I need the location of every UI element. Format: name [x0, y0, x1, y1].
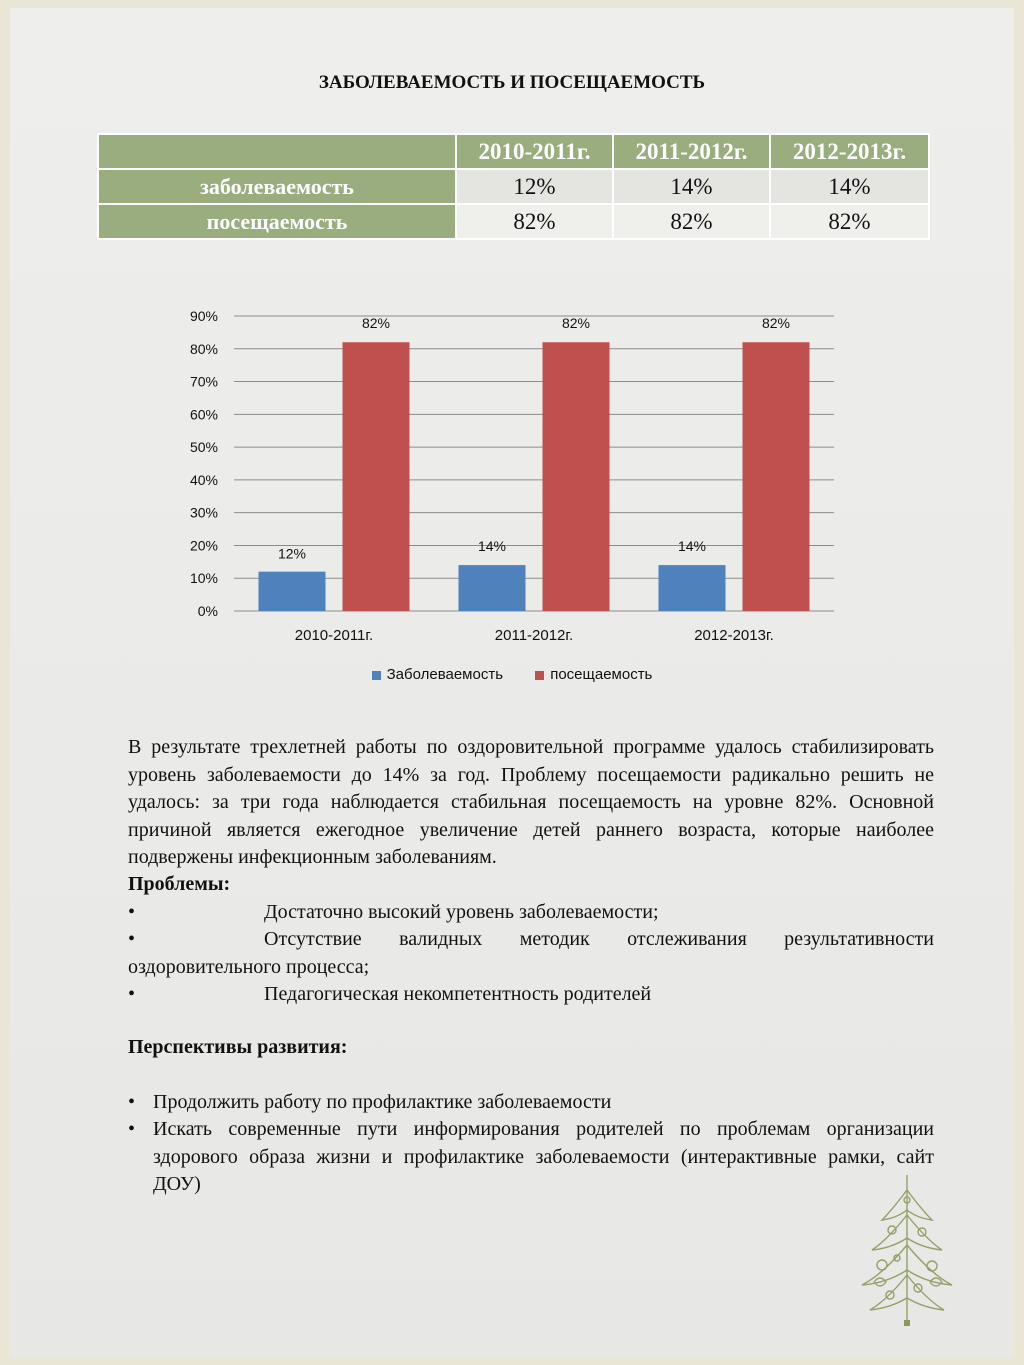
legend-label: посещаемость — [550, 666, 653, 683]
x-tick-label: 2010-2011г. — [294, 627, 374, 644]
list-item-text: Педагогическая некомпетентность родителей — [264, 983, 652, 1005]
bullet: • — [128, 928, 136, 950]
bar — [743, 342, 810, 611]
list-item — [128, 1116, 934, 1199]
legend-swatch — [535, 671, 544, 680]
data-label: 82% — [361, 315, 391, 332]
x-tick-label: 2012-2013г. — [694, 627, 774, 644]
chart-legend — [0, 666, 1024, 683]
list-item-text: Достаточно высокий уровень заболеваемости; — [264, 900, 659, 923]
bullet: • — [128, 900, 136, 923]
y-tick-label: 80% — [189, 340, 218, 357]
prospects-section — [128, 1034, 934, 1199]
table-cell: 14% — [770, 169, 929, 204]
summary-paragraph: В результате трехлетней работы по оздоровительной программе удалось стабилизировать уровень заболеваемости до 14% за год. Проблему посещаемости радикально решить не удалось: за три года наблюдается стабильная посещаемость на уровне 82%. Основной причиной является ежегодное увеличение детей раннего возраста, которые наиболее подвержены инфекционным заболеваниям. — [128, 736, 934, 868]
legend-item — [535, 666, 652, 683]
data-label: 82% — [561, 315, 591, 332]
table-header-cell — [98, 134, 456, 169]
legend-item — [372, 666, 503, 683]
bar-chart — [170, 300, 860, 650]
ornamental-tree-icon — [852, 1170, 962, 1330]
list-item-text: Искать современные пути информирования родителей по проблемам организации здорового образа жизни и профилактике заболеваемости (интерактивные рамки, сайт ДОУ) — [153, 1118, 934, 1195]
table-header-row — [98, 134, 929, 169]
bar — [459, 565, 526, 611]
page-title: ЗАБОЛЕВАЕМОСТЬ И ПОСЕЩАЕМОСТЬ — [318, 72, 706, 93]
y-tick-label: 0% — [197, 603, 218, 619]
bullet: • — [128, 1118, 136, 1140]
list-item — [128, 926, 934, 954]
data-label: 14% — [477, 538, 507, 555]
y-tick-label: 90% — [189, 308, 218, 324]
table-cell: 82% — [613, 204, 770, 239]
list-item — [128, 981, 934, 1009]
bullet: • — [128, 983, 136, 1005]
table-header-cell: 2011-2012г. — [613, 134, 770, 169]
table-row — [98, 169, 929, 204]
row-label: заболеваемость — [98, 169, 456, 204]
list-item — [128, 1089, 934, 1117]
table-cell: 82% — [456, 204, 613, 239]
list-item — [128, 899, 934, 927]
data-label: 82% — [761, 315, 791, 332]
y-tick-label: 20% — [189, 537, 218, 554]
y-tick-label: 30% — [189, 504, 218, 521]
table-cell: 82% — [770, 204, 929, 239]
list-item-text: Отсутствие валидных методик отслеживания результативности — [264, 928, 934, 950]
table-cell: 12% — [456, 169, 613, 204]
bullet: • — [128, 1090, 136, 1113]
x-tick-label: 2011-2012г. — [494, 627, 574, 644]
y-tick-label: 60% — [189, 406, 218, 423]
prospects-heading: Перспективы развития: — [128, 1036, 348, 1058]
table-cell: 14% — [613, 169, 770, 204]
legend-swatch — [372, 671, 381, 680]
table-row — [98, 204, 929, 239]
problems-section — [128, 871, 934, 1009]
bar — [659, 565, 726, 611]
legend-label: Заболеваемость — [386, 666, 504, 683]
bar — [343, 342, 410, 611]
y-tick-label: 70% — [189, 373, 218, 390]
list-item-text: Продолжить работу по профилактике заболеваемости — [153, 1090, 612, 1113]
stats-table — [97, 133, 930, 240]
row-label: посещаемость — [98, 204, 456, 239]
y-tick-label: 40% — [189, 471, 218, 488]
problems-heading: Проблемы: — [128, 873, 231, 895]
data-label: 14% — [677, 538, 707, 555]
list-item-continuation: оздоровительного процесса; — [128, 955, 370, 978]
y-tick-label: 50% — [189, 439, 218, 456]
bar — [259, 572, 326, 611]
table-header-cell: 2010-2011г. — [456, 134, 613, 169]
bar — [543, 342, 610, 611]
data-label: 12% — [277, 545, 307, 562]
table-header-cell: 2012-2013г. — [770, 134, 929, 169]
y-tick-label: 10% — [189, 570, 218, 587]
